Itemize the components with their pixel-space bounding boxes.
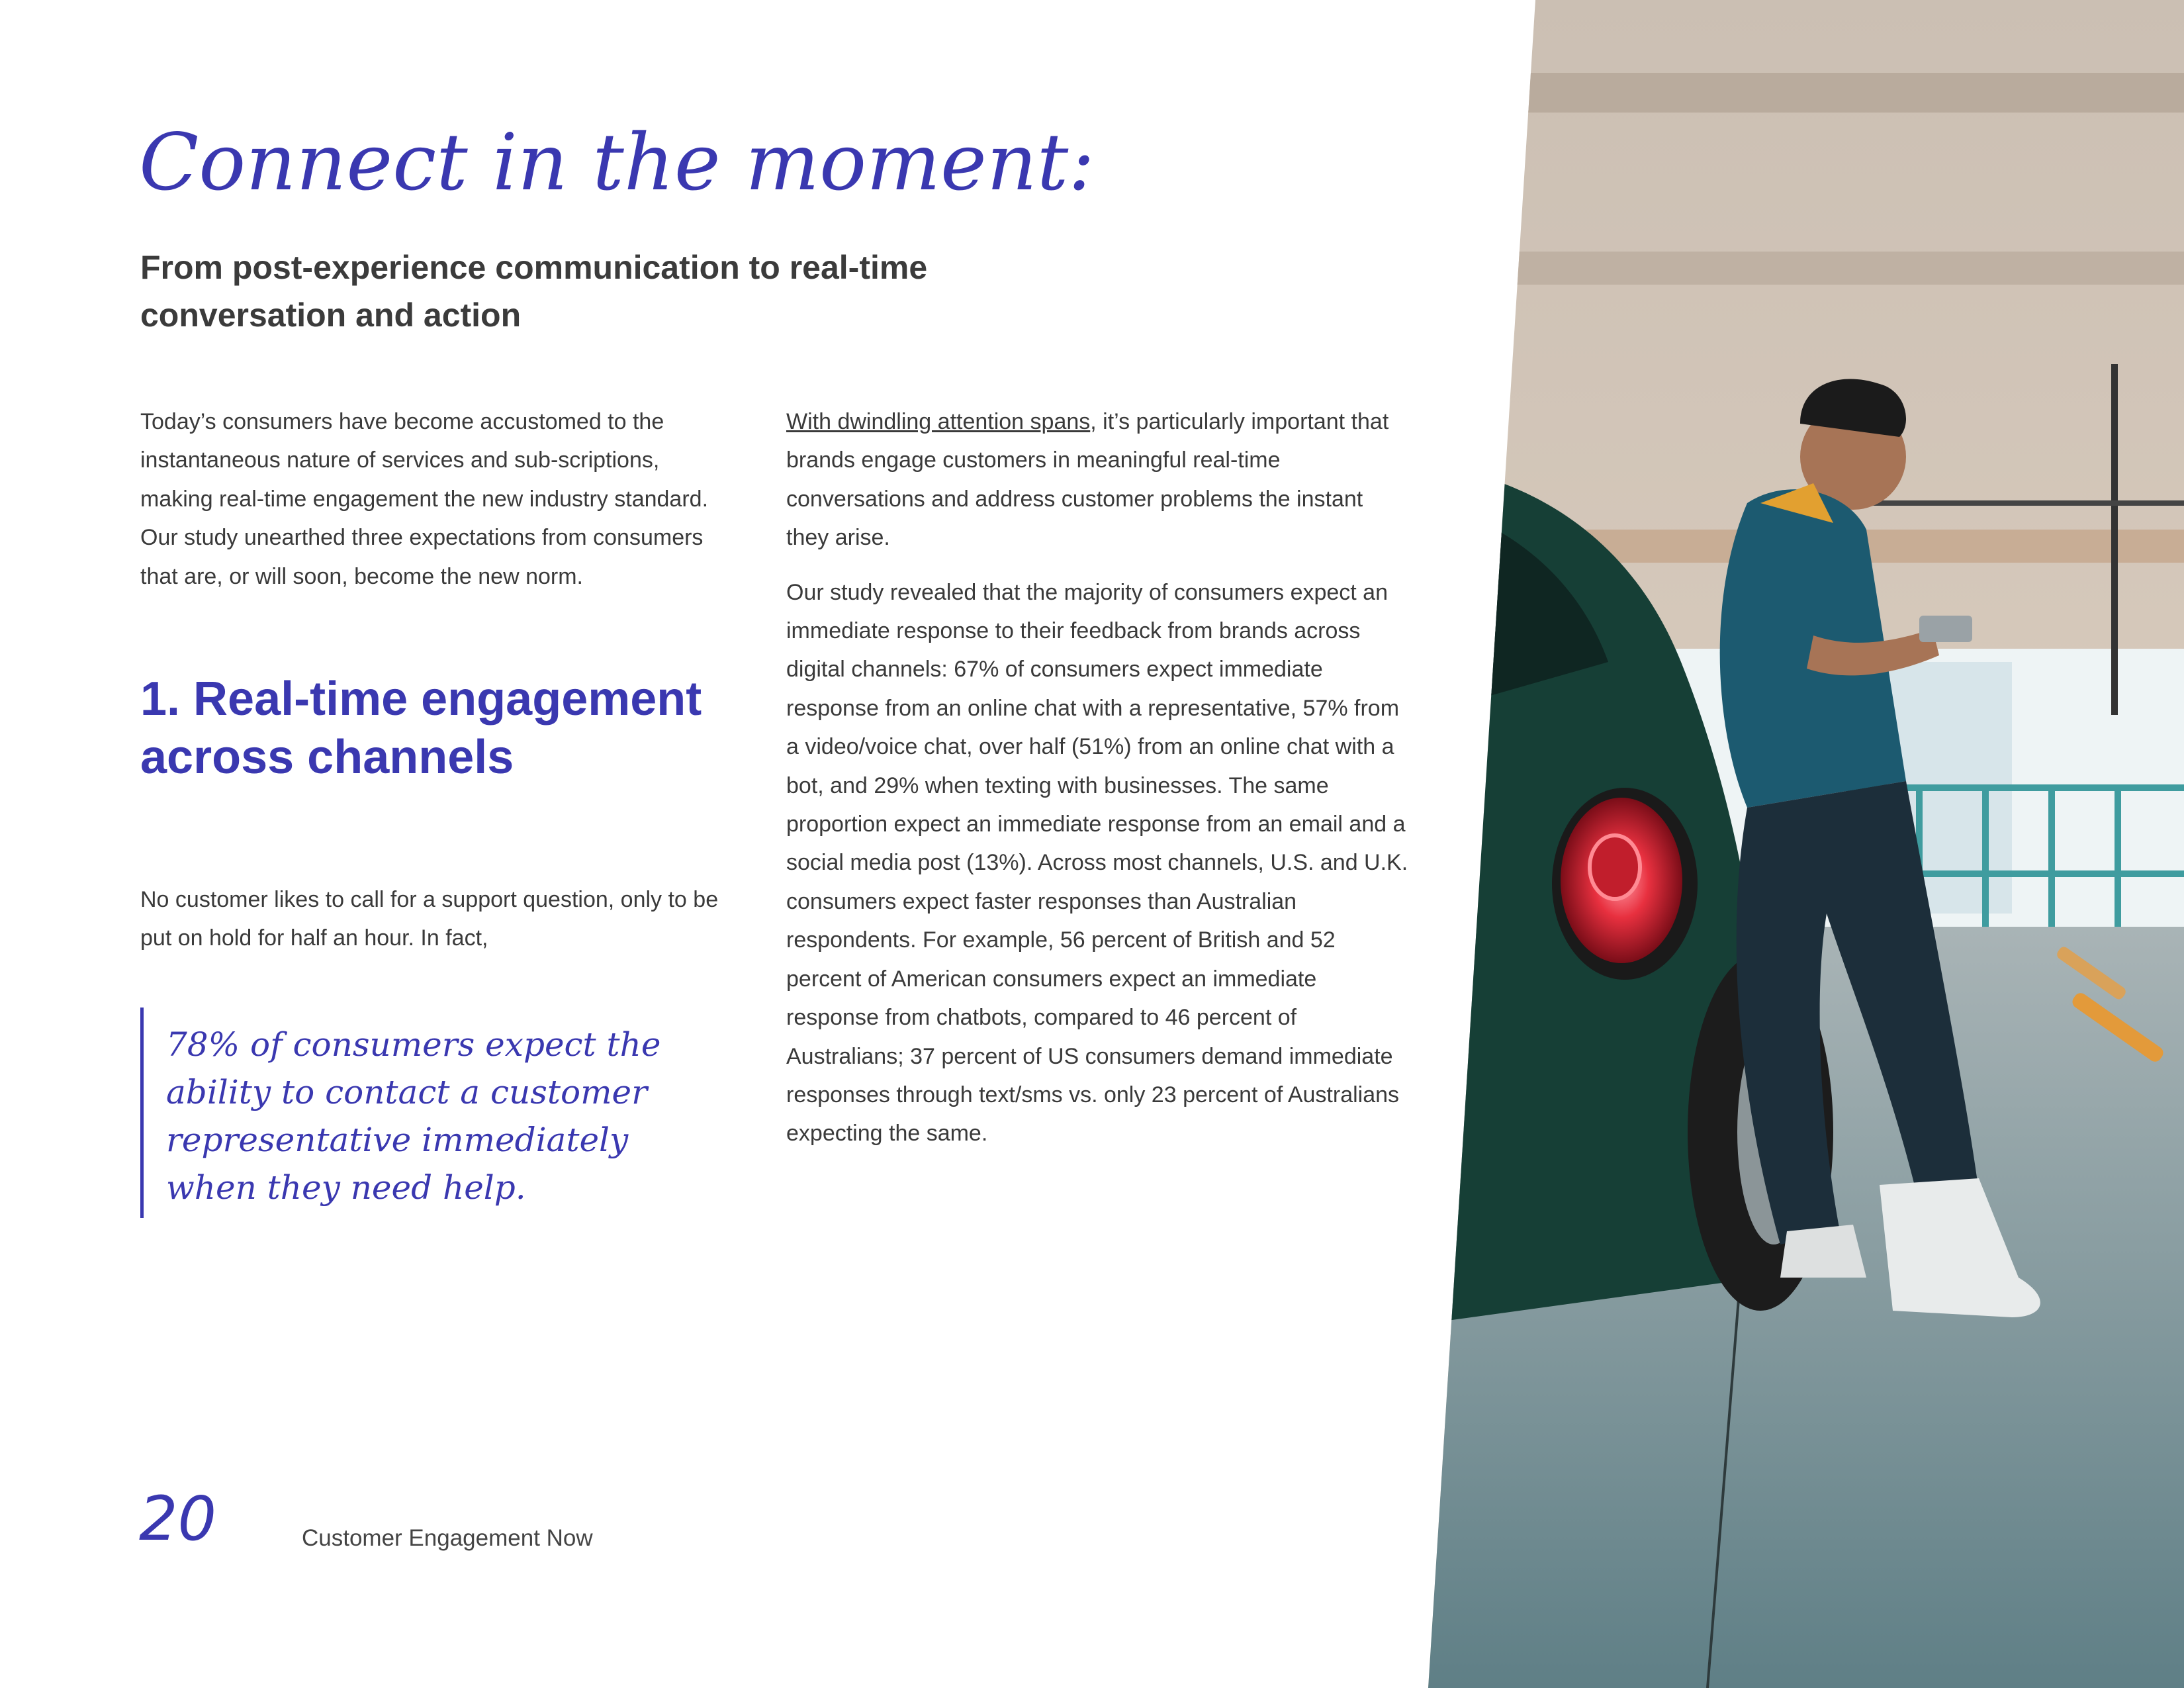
page-title: Connect in the moment: xyxy=(139,117,1095,208)
page-number: 20 xyxy=(139,1483,217,1554)
right-paragraph-1 xyxy=(786,402,1408,557)
right-paragraph-1-text: , it’s particularly important that brands engage customers in meaningful real-time conversations and address customer problems the instant they arise. xyxy=(786,409,1389,551)
attention-spans-link[interactable]: With dwindling attention spans xyxy=(786,409,1091,434)
left-column xyxy=(140,402,723,596)
pull-quote: 78% of consumers expect the ability to contact a customer representative immediately when they need help. xyxy=(140,1008,723,1218)
page-subtitle: From post-experience communication to real-time conversation and action xyxy=(140,249,928,334)
support-paragraph: No customer likes to call for a support question, only to be put on hold for half an hour. In fact, xyxy=(140,887,719,951)
section-heading: 1. Real-time engagement across channels xyxy=(140,673,702,784)
right-paragraph-2: Our study revealed that the majority of consumers expect an immediate response to their feedback from brands across digital channels: 67% of consumers expect immediate response from an online chat with a representative, 57% from a video/voice chat, over half (51%) from an online chat with a bot, and 29% when texting with businesses. The same proportion expect an immediate response from an email and a social media post (13%). Across most channels, U.S. and U.K. consumers expect faster responses than Australian respondents. For example, 56 percent of British and 52 percent of American consumers expect an immediate response from chatbots, compared to 46 percent of Australians; 37 percent of US consumers demand immediate responses through text/sms vs. only 23 percent of Australians expecting the same. xyxy=(786,579,1408,1147)
publication-title: Customer Engagement Now xyxy=(302,1525,593,1551)
intro-paragraph: Today’s consumers have become accustomed to the instantaneous nature of services and sub-scriptions, making real-time engagement the new industry standard. Our study unearthed three expectations from consumers that are, or will soon, become the new norm. xyxy=(140,409,709,589)
right-column xyxy=(786,402,1408,1153)
